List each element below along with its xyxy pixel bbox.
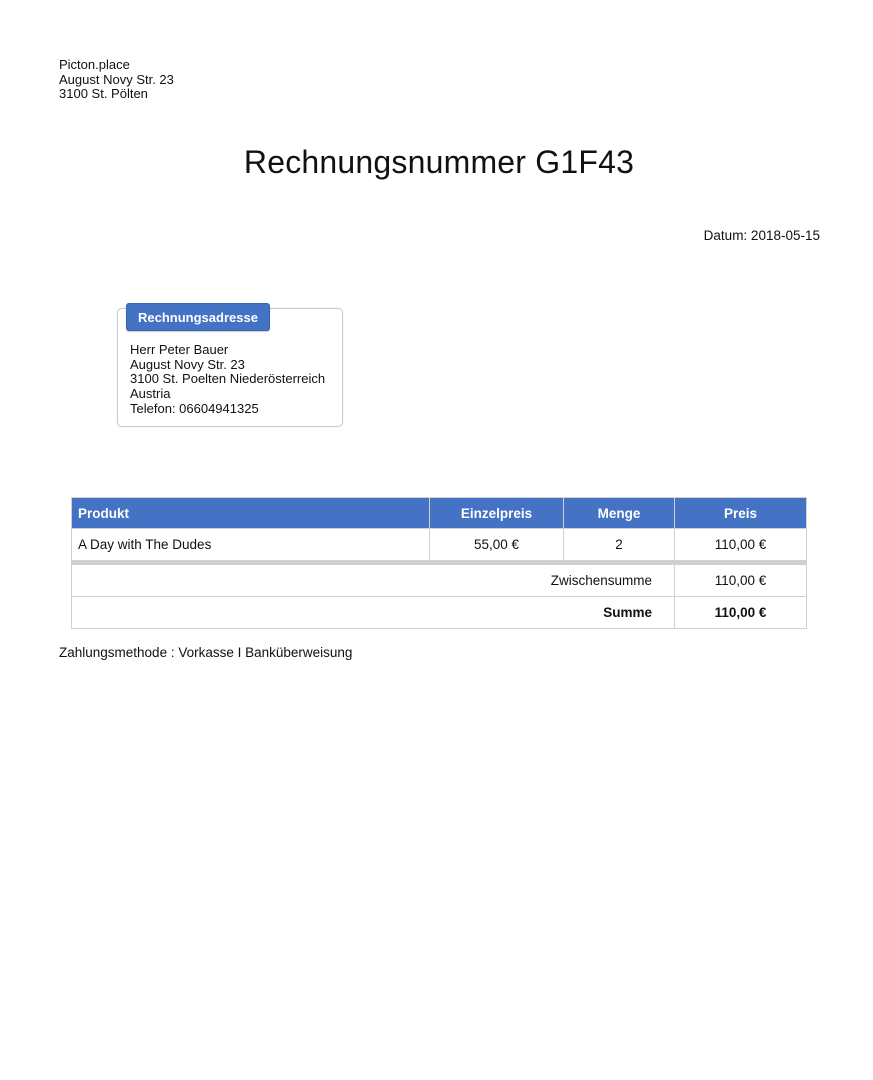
subtotal-row (72, 563, 807, 597)
invoice-title: Rechnungsnummer G1F43 (243, 144, 635, 180)
sender-address (59, 58, 174, 102)
row-unit-price: 55,00 € (430, 529, 564, 563)
billing-city: 3100 St. Poelten Niederösterreich (130, 371, 326, 387)
table-header-row (72, 498, 807, 529)
payment-method: Zahlungsmethode : Vorkasse I Banküberweisung (59, 645, 353, 660)
sender-city: 3100 St. Pölten (59, 86, 148, 101)
total-value: 110,00 € (675, 597, 807, 629)
subtotal-value: 110,00 € (675, 563, 807, 597)
invoice-date: Datum: 2018-05-15 (703, 228, 820, 243)
header-quantity: Menge (564, 498, 675, 529)
billing-country: Austria (130, 386, 171, 402)
row-quantity: 2 (564, 529, 675, 563)
total-label: Summe (72, 597, 675, 629)
header-unit-price: Einzelpreis (430, 498, 564, 529)
billing-address-box (117, 308, 343, 427)
subtotal-label: Zwischensumme (72, 563, 675, 597)
header-product: Produkt (72, 498, 430, 529)
table-row (72, 529, 807, 563)
sender-name: Picton.place (59, 57, 130, 72)
sender-street: August Novy Str. 23 (59, 71, 174, 87)
total-row (72, 597, 807, 629)
billing-street: August Novy Str. 23 (130, 356, 245, 372)
invoice-items-table (71, 497, 807, 629)
billing-phone: Telefon: 06604941325 (130, 400, 259, 416)
billing-address-body (130, 343, 325, 417)
header-price: Preis (675, 498, 807, 529)
row-price: 110,00 € (675, 529, 807, 563)
billing-address-label: Rechnungsadresse (126, 303, 270, 331)
row-product: A Day with The Dudes (72, 529, 430, 563)
billing-name: Herr Peter Bauer (130, 342, 229, 357)
